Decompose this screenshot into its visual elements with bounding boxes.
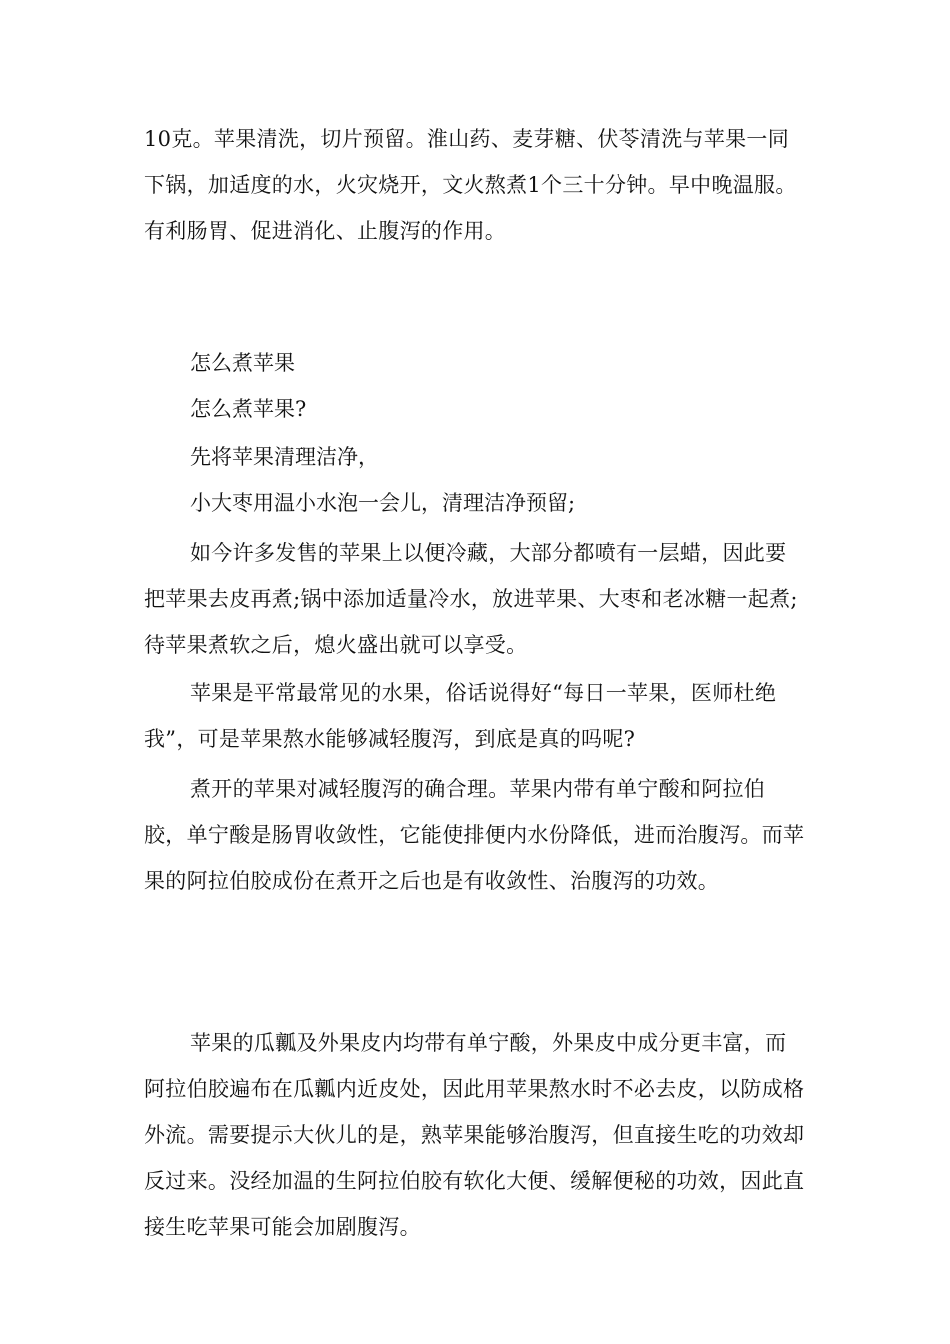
step-one: 先将苹果清理洁净，	[190, 445, 379, 469]
section-question: 怎么煮苹果?	[190, 397, 307, 421]
section-heading: 怎么煮苹果	[190, 351, 295, 375]
step-two: 小大枣用温小水泡一会儿，清理洁净预留;	[190, 491, 576, 515]
paragraph-recipe-end: 10克。苹果清洗，切片预留。淮山药、麦芽糖、伏苓清洗与苹果一同下锅，加适度的水，火灾烧开，文火熬煮1个三十分钟。早中晚温服。有利肠胃、促进消化、止腹泻的作用。	[144, 127, 797, 243]
paragraph-cooking-method: 如今许多发售的苹果上以便冷藏，大部分都喷有一层蜡，因此要把苹果去皮再煮;锅中添加适量冷水，放进苹果、大枣和老冰糖一起煮;待苹果煮软之后，熄火盛出就可以享受。	[144, 541, 798, 657]
paragraph-peel-advice: 苹果的瓜瓤及外果皮内均带有单宁酸，外果皮中成分更丰富，而阿拉伯胶遍布在瓜瓤内近皮处，因此用苹果熬水时不必去皮，以防成格外流。需要提示大伙儿的是，熟苹果能够治腹泻，但直接生吃的功效却反过来。没经加温的生阿拉伯胶有软化大便、缓解便秘的功效，因此直接生吃苹果可能会加剧腹泻。	[144, 1031, 805, 1239]
paragraph-saying: 苹果是平常最常见的水果，俗话说得好“每日一苹果，医师杜绝我”，可是苹果熬水能够减轻腹泻，到底是真的吗呢?	[144, 681, 777, 751]
paragraph-explanation: 煮开的苹果对减轻腹泻的确合理。苹果内带有单宁酸和阿拉伯胶，单宁酸是肠胃收敛性，它能使排便内水份降低，进而治腹泻。而苹果的阿拉伯胶成份在煮开之后也是有收敛性、治腹泻的功效。	[144, 777, 805, 893]
